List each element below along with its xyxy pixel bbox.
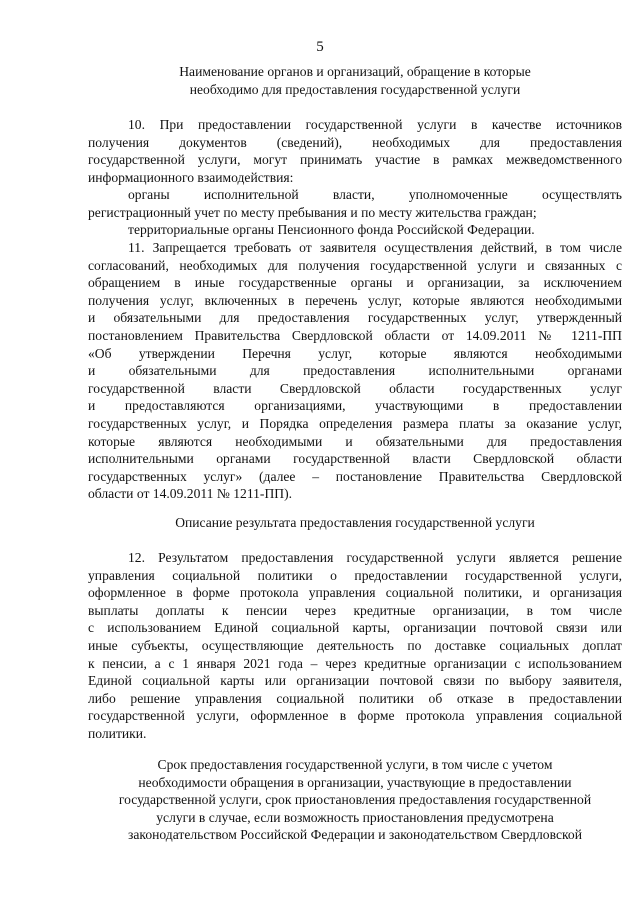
text-line: информационного взаимодействия: — [88, 169, 294, 185]
heading-line: необходимо для предоставления государственной услуги — [189, 81, 521, 97]
text-line: исполнительными органами государственной власти Свердловской области — [88, 451, 622, 467]
text-line: государственных услуг, и Порядка определения размера платы за оказание услуг, — [88, 415, 622, 431]
heading-line: законодательством Российской Федерации и законодательством Свердловской — [128, 827, 582, 842]
text-line: регистрационный учет по месту пребывания и по месту жительства граждан; — [88, 204, 537, 220]
paragraph-10-item-a — [88, 186, 622, 221]
text-line: оформленное в форме протокола управления социальной политики, и организация — [88, 585, 622, 601]
text-line: политики. — [88, 725, 147, 741]
text-line: «Об утверждении Перечня услуг, которые являются необходимыми — [88, 345, 622, 361]
text-line: государственной власти Свердловской области государственных услуг — [88, 380, 622, 396]
text-line: и обязательными для предоставления исполнительными органами — [88, 363, 622, 379]
heading-line: Наименование органов и организаций, обращение в которые — [179, 64, 531, 79]
text-line: 11. Запрещается требовать от заявителя осуществления действий, в том числе — [128, 240, 622, 255]
text-line: которые являются необходимыми и обязательными для предоставления — [88, 433, 622, 449]
text-line: иные субъекты, осуществляющие деятельность по доставке социальных доплат — [88, 637, 622, 653]
text-line: государственных услуг» (далее – постановление Правительства Свердловской — [88, 468, 622, 484]
paragraph-11 — [88, 239, 622, 503]
paragraph-10-item-b — [88, 221, 622, 239]
text-line: управления социальной политики о предоставлении государственной услуги, — [88, 567, 622, 583]
text-line: 12. Результатом предоставления государственной услуги является решение — [128, 550, 622, 565]
heading-line: необходимости обращения в организации, участвующие в предоставлении — [138, 774, 572, 790]
section-heading-result — [88, 514, 622, 532]
text-line: органы исполнительной власти, уполномоченные осуществлять — [128, 187, 622, 202]
text-line: области от 14.09.2011 № 1211-ПП). — [88, 486, 292, 502]
text-line: и предоставляются организациями, участвующими в предоставлении — [88, 398, 622, 414]
text-line: обращением в иные государственные органы и организации, за исключением — [88, 275, 622, 291]
heading-line: Срок предоставления государственной услуги, в том числе с учетом — [157, 757, 553, 772]
text-line: получения услуг, включенных в перечень услуг, которые являются необходимыми — [88, 292, 622, 308]
text-line: государственной услуги, оформленное в форме протокола управления социальной — [88, 708, 622, 724]
section-heading-organizations — [88, 63, 622, 98]
text-line: и обязательными для предоставления государственных услуг, утвержденный — [88, 310, 622, 326]
paragraph-12 — [88, 549, 622, 743]
text-line: Единой социальной карты или организации почтовой связи по выбору заявителя, — [88, 673, 622, 689]
heading-line: Описание результата предоставления государственной услуги — [175, 515, 535, 530]
text-line: либо решение управления социальной политики об отказе в предоставлении — [88, 690, 622, 706]
text-line: территориальные органы Пенсионного фонда Российской Федерации. — [128, 222, 535, 237]
text-line: с использованием Единой социальной карты, организации почтовой связи или — [88, 620, 622, 636]
text-line: к пенсии, а с 1 января 2021 года – через кредитные организации с использованием — [88, 655, 622, 671]
text-line: согласований, необходимых для получения государственной услуги и связанных с — [88, 257, 622, 273]
heading-line: услуги в случае, если возможность приостановления предусмотрена — [156, 809, 554, 825]
text-line: выплаты доплаты к пенсии через кредитные организации, в том числе — [88, 602, 622, 618]
page-number: 5 — [316, 39, 324, 55]
heading-line: государственной услуги, срок приостановления предоставления государственной — [118, 792, 592, 807]
text-line: постановлением Правительства Свердловской области от 14.09.2011 № 1211-ПП — [88, 327, 622, 343]
paragraph-10 — [88, 116, 622, 186]
text-line: 10. При предоставлении государственной услуги в качестве источников — [128, 117, 622, 132]
text-line: получения документов (сведений), необходимых для предоставления — [88, 134, 622, 150]
section-heading-term — [88, 756, 622, 844]
text-line: государственной услуги, могут принимать участие в рамках межведомственного — [88, 152, 622, 168]
